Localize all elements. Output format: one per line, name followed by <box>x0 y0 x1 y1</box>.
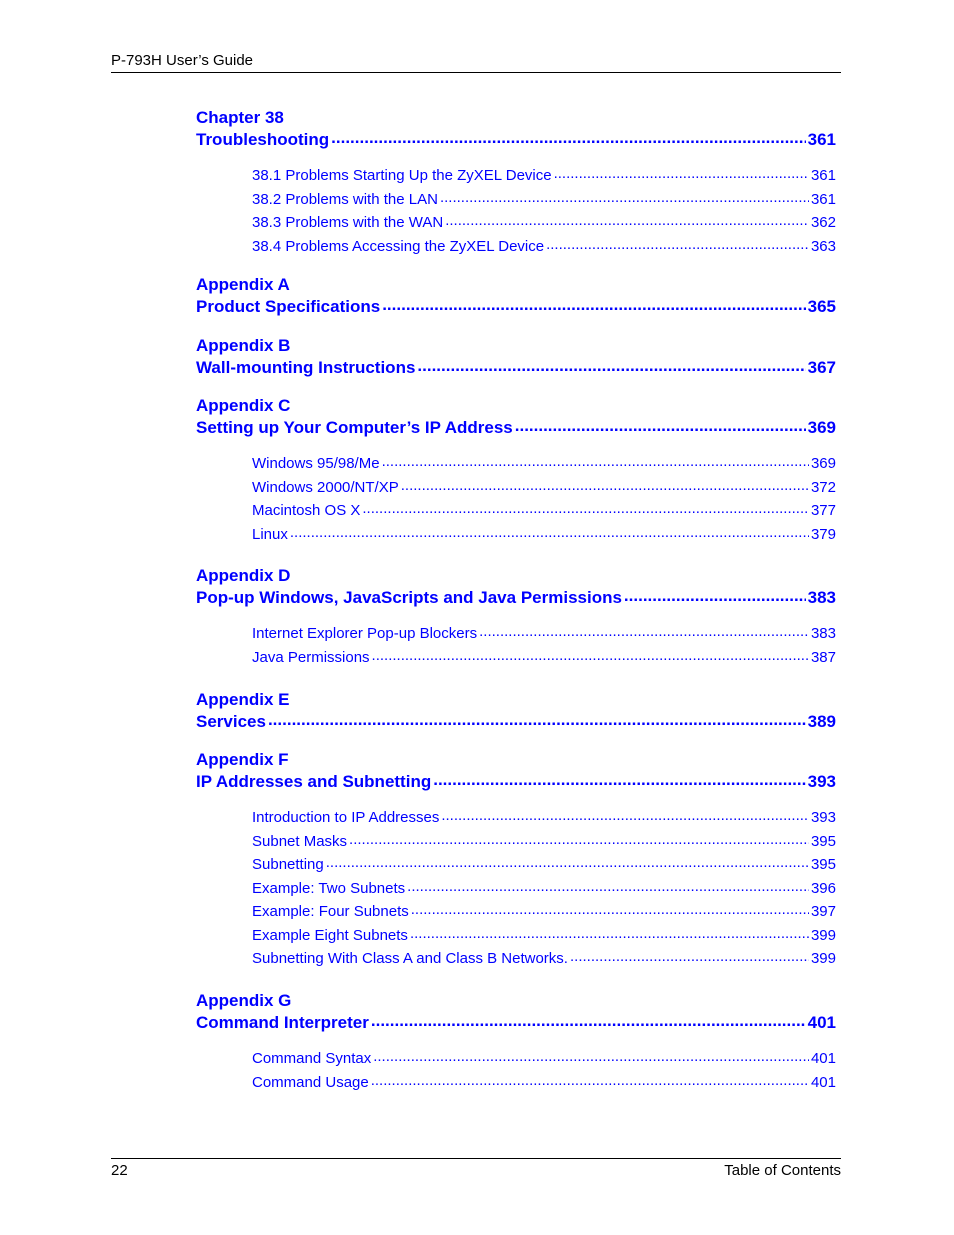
section-entry[interactable] <box>252 623 836 642</box>
section-entry[interactable] <box>252 453 836 472</box>
chapter-entry[interactable] <box>196 416 836 438</box>
chapter-title: Services <box>196 712 266 731</box>
section-entry[interactable] <box>252 878 836 897</box>
dot-leader <box>417 356 805 373</box>
section-entry[interactable] <box>252 500 836 519</box>
dot-leader <box>349 831 809 846</box>
chapter-entry[interactable] <box>196 356 836 378</box>
section-title: Windows 2000/NT/XP <box>252 478 399 496</box>
dot-leader <box>382 453 809 468</box>
dot-leader <box>445 212 809 227</box>
dot-leader <box>441 807 809 822</box>
chapter-title: Product Specifications <box>196 297 381 316</box>
chapter-title: Pop-up Windows, JavaScripts and Java Permissions <box>196 588 622 607</box>
dot-leader <box>268 710 806 727</box>
section-title: Macintosh OS X <box>252 502 361 519</box>
chapter-label[interactable]: Appendix D <box>196 566 291 585</box>
dot-leader <box>411 901 809 916</box>
dot-leader <box>326 854 809 869</box>
section-title: Linux <box>252 525 288 543</box>
section-page: 401 <box>810 1050 836 1067</box>
section-title: Windows 95/98/Me <box>252 455 380 472</box>
dot-leader <box>382 295 805 312</box>
chapter-page: 361 <box>807 130 836 149</box>
chapter-page: 365 <box>807 297 836 316</box>
dot-leader <box>372 647 809 662</box>
section-page: 363 <box>810 237 836 255</box>
chapter-title: IP Addresses and Subnetting <box>196 772 432 791</box>
dot-leader <box>546 236 809 251</box>
section-title: 38.4 Problems Accessing the ZyXEL Device <box>252 237 545 255</box>
section-title: Command Syntax <box>252 1050 372 1067</box>
chapter-title: Setting up Your Computer’s IP Address <box>196 418 513 437</box>
section-entry[interactable] <box>252 647 836 666</box>
section-entry[interactable] <box>252 524 836 543</box>
section-title: 38.3 Problems with the WAN <box>252 214 444 231</box>
section-name: Table of Contents <box>724 1162 841 1179</box>
section-page: 393 <box>810 809 836 826</box>
section-page: 361 <box>810 190 836 208</box>
section-entry[interactable] <box>252 948 836 967</box>
chapter-page: 367 <box>807 358 836 377</box>
dot-leader <box>373 1048 809 1063</box>
chapter-label[interactable]: Appendix F <box>196 750 289 769</box>
dot-leader <box>407 878 809 893</box>
section-page: 377 <box>810 502 836 519</box>
section-entry[interactable] <box>252 212 836 231</box>
dot-leader <box>331 128 805 145</box>
section-title: Example: Four Subnets <box>252 903 409 920</box>
section-title: 38.2 Problems with the LAN <box>252 190 438 208</box>
section-page: 399 <box>810 950 836 967</box>
section-page: 401 <box>810 1073 836 1091</box>
section-page: 387 <box>810 648 836 666</box>
chapter-entry[interactable] <box>196 295 836 317</box>
section-page: 396 <box>810 879 836 897</box>
chapter-label[interactable]: Appendix B <box>196 336 291 355</box>
chapter-page: 389 <box>807 712 836 731</box>
dot-leader <box>624 586 806 603</box>
section-page: 395 <box>810 856 836 873</box>
chapter-entry[interactable] <box>196 128 836 150</box>
chapter-entry[interactable] <box>196 710 836 732</box>
dot-leader <box>371 1072 809 1087</box>
section-title: 38.1 Problems Starting Up the ZyXEL Device <box>252 167 552 184</box>
dot-leader <box>401 477 809 492</box>
section-title: Command Usage <box>252 1073 369 1091</box>
section-title: Example Eight Subnets <box>252 926 408 944</box>
section-title: Subnetting <box>252 856 324 873</box>
dot-leader <box>515 416 806 433</box>
chapter-title: Wall-mounting Instructions <box>196 358 416 377</box>
section-title: Introduction to IP Addresses <box>252 809 440 826</box>
dot-leader <box>290 524 809 539</box>
chapter-label[interactable]: Appendix E <box>196 690 290 709</box>
dot-leader <box>440 189 809 204</box>
dot-leader <box>362 500 809 515</box>
section-entry[interactable] <box>252 807 836 826</box>
section-entry[interactable] <box>252 189 836 208</box>
section-entry[interactable] <box>252 831 836 850</box>
page-header <box>111 52 841 73</box>
dot-leader <box>433 770 805 787</box>
section-page: 379 <box>810 525 836 543</box>
section-entry[interactable] <box>252 1048 836 1067</box>
section-title: Subnetting With Class A and Class B Networks. <box>252 950 568 967</box>
chapter-page: 393 <box>807 772 836 791</box>
page-footer <box>111 1158 841 1179</box>
guide-title: P-793H User’s Guide <box>111 52 254 69</box>
chapter-label[interactable]: Appendix C <box>196 396 291 415</box>
section-entry[interactable] <box>252 901 836 920</box>
chapter-page: 369 <box>807 418 836 437</box>
section-page: 362 <box>810 214 836 231</box>
section-entry[interactable] <box>252 854 836 873</box>
chapter-entry[interactable] <box>196 586 836 608</box>
section-entry[interactable] <box>252 165 836 184</box>
section-page: 361 <box>810 167 836 184</box>
section-title: Subnet Masks <box>252 832 348 850</box>
chapter-label[interactable]: Chapter 38 <box>196 108 284 127</box>
section-entry[interactable] <box>252 477 836 496</box>
chapter-title: Command Interpreter <box>196 1013 369 1032</box>
chapter-entry[interactable] <box>196 770 836 792</box>
section-title: Example: Two Subnets <box>252 879 406 897</box>
section-page: 372 <box>810 478 836 496</box>
chapter-page: 383 <box>807 588 836 607</box>
dot-leader <box>371 1011 806 1028</box>
section-page: 397 <box>810 903 836 920</box>
section-entry[interactable] <box>252 236 836 255</box>
section-entry[interactable] <box>252 1072 836 1091</box>
dot-leader <box>410 925 809 940</box>
page-number: 22 <box>111 1162 128 1179</box>
chapter-entry[interactable] <box>196 1011 836 1033</box>
dot-leader <box>554 165 809 180</box>
section-title: Internet Explorer Pop-up Blockers <box>252 625 478 642</box>
section-page: 369 <box>810 455 836 472</box>
section-page: 399 <box>810 926 836 944</box>
section-page: 383 <box>810 625 836 642</box>
chapter-page: 401 <box>807 1013 836 1032</box>
chapter-title: Troubleshooting <box>196 130 330 149</box>
section-title: Java Permissions <box>252 648 370 666</box>
dot-leader <box>479 623 809 638</box>
chapter-label[interactable]: Appendix G <box>196 991 292 1010</box>
chapter-label[interactable]: Appendix A <box>196 275 290 294</box>
section-page: 395 <box>810 832 836 850</box>
dot-leader <box>570 948 809 963</box>
section-entry[interactable] <box>252 925 836 944</box>
